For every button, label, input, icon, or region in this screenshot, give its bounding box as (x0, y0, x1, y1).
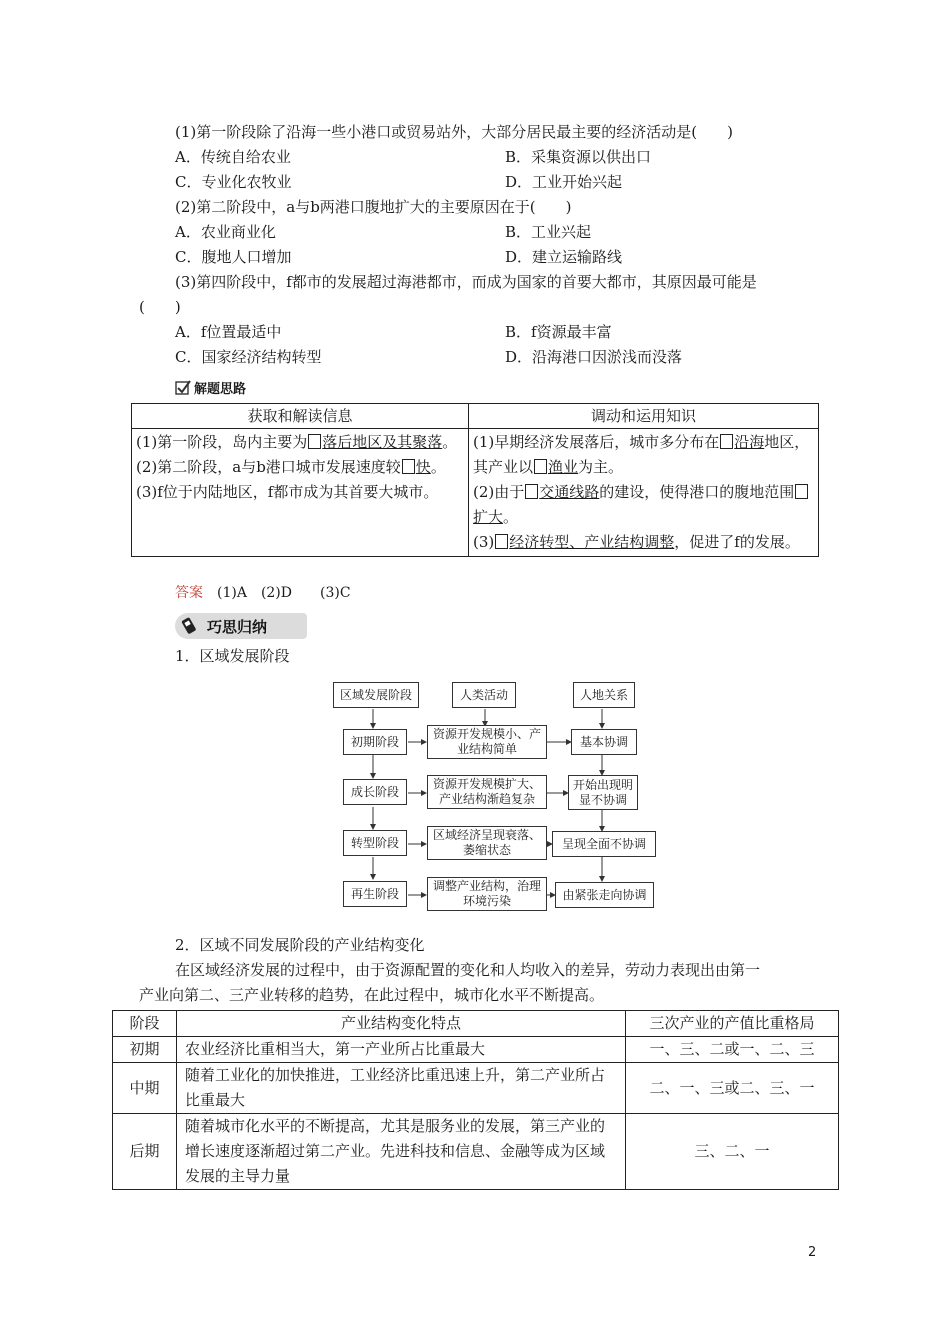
q2-option-b[interactable]: B．工业兴起 (505, 223, 592, 241)
flow-relation-4: 由紧张走向协调 (555, 882, 654, 908)
page-number: 2 (808, 1245, 817, 1260)
q3-option-b[interactable]: B．f资源最丰富 (505, 323, 612, 341)
blank-box-icon (308, 434, 321, 449)
q1-stem: (1)第一阶段除了沿海一些小港口或贸易站外，大部分居民最主要的经济活动是( ) (175, 123, 733, 141)
row-pattern: 二、一、三或二、三、一 (626, 1063, 839, 1114)
col-header-features: 产业结构变化特点 (177, 1011, 626, 1037)
section-2-title: 2．区域不同发展阶段的产业结构变化 (175, 936, 425, 954)
q2-stem: (2)第二阶段中，a与b两港口腹地扩大的主要原因在于( ) (175, 198, 572, 216)
info-header-left: 获取和解读信息 (132, 404, 469, 429)
blank-box-icon (534, 459, 547, 474)
flow-activity-4: 调整产业结构，治理环境污染 (427, 877, 547, 911)
blank-box-icon (525, 484, 538, 499)
industry-structure-table (112, 1010, 839, 1190)
paragraph-line-1: 在区域经济发展的过程中，由于资源配置的变化和人均收入的差异，劳动力表现出由第一 (175, 961, 761, 979)
summary-banner: 巧思归纳 (175, 613, 307, 639)
q2-option-c[interactable]: C．腹地人口增加 (175, 248, 292, 266)
flow-stage-1: 初期阶段 (343, 729, 407, 755)
blank-box-icon (720, 434, 733, 449)
col-header-pattern: 三次产业的产值比重格局 (626, 1011, 839, 1037)
q3-option-a[interactable]: A．f位置最适中 (175, 323, 282, 341)
table-row (113, 1063, 839, 1114)
checkbox-icon (175, 380, 191, 396)
q1-option-c[interactable]: C．专业化农牧业 (175, 173, 292, 191)
row-pattern: 三、二、一 (626, 1114, 839, 1190)
q3-option-c[interactable]: C．国家经济结构转型 (175, 348, 322, 366)
blank-box-icon (795, 484, 808, 499)
flow-relation-1: 基本协调 (571, 729, 637, 755)
q3-option-d[interactable]: D．沿海港口因淤浅而没落 (505, 348, 683, 366)
q3-stem: (3)第四阶段中，f都市的发展超过海港都市，而成为国家的首要大都市，其原因最可能是 (175, 273, 757, 291)
blank-box-icon (495, 534, 508, 549)
info-header-right: 调动和运用知识 (469, 404, 819, 429)
flow-activity-1: 资源开发规模小、产业结构简单 (427, 725, 547, 759)
col-header-stage: 阶段 (113, 1011, 177, 1037)
q1-option-a[interactable]: A．传统自给农业 (175, 148, 291, 166)
q3-stem-blank: ( ) (139, 298, 181, 316)
row-desc: 农业经济比重相当大，第一产业所占比重最大 (177, 1037, 626, 1063)
row-stage: 初期 (113, 1037, 177, 1063)
section-1-title: 1．区域发展阶段 (175, 647, 290, 665)
answer-line: 答案 (1)A (2)D (3)C (175, 585, 351, 601)
q2-option-a[interactable]: A．农业商业化 (175, 223, 276, 241)
flow-stage-2: 成长阶段 (343, 779, 407, 805)
pen-icon (179, 615, 201, 637)
flow-relation-2: 开始出现明显不协调 (568, 775, 638, 810)
blank-box-icon (402, 459, 415, 474)
flow-stage-4: 再生阶段 (343, 881, 407, 907)
solution-idea-label: 解题思路 (175, 378, 246, 397)
table-row (113, 1037, 839, 1063)
flow-activity-3: 区域经济呈现衰落、萎缩状态 (427, 826, 547, 860)
table-row (113, 1114, 839, 1190)
info-table (131, 403, 819, 557)
flow-activity-2: 资源开发规模扩大、产业结构渐趋复杂 (427, 775, 547, 809)
flow-stage-3: 转型阶段 (343, 830, 407, 856)
row-stage: 中期 (113, 1063, 177, 1114)
q1-option-d[interactable]: D．工业开始兴起 (505, 173, 623, 191)
flow-header-activity: 人类活动 (452, 682, 516, 708)
info-left-cell: (1)第一阶段，岛内主要为 落后地区及其聚落。 (2)第二阶段，a与b港口城市发展速度较 快。 (3)f位于内陆地区，f都市成为其首要大城市。 (132, 429, 469, 557)
q1-option-b[interactable]: B．采集资源以供出口 (505, 148, 652, 166)
flow-header-stage: 区域发展阶段 (333, 682, 419, 708)
row-desc: 随着工业化的加快推进，工业经济比重迅速上升，第二产业所占比重最大 (177, 1063, 626, 1114)
paragraph-line-2: 产业向第二、三产业转移的趋势，在此过程中，城市化水平不断提高。 (139, 986, 605, 1004)
row-pattern: 一、三、二或一、二、三 (626, 1037, 839, 1063)
row-desc: 随着城市化水平的不断提高，尤其是服务业的发展，第三产业的增长速度逐渐超过第二产业。先进科技和信息、金融等成为区域发展的主导力量 (177, 1114, 626, 1190)
flow-header-relation: 人地关系 (573, 682, 635, 708)
info-right-cell: (1)早期经济发展落后，城市多分布在 沿海地区，其产业以 渔业为主。 (2)由于 交通线路的建设，使得港口的腹地范围扩大。 (3) 经济转型、产业结构调整，促进了f的发展。 (469, 429, 819, 557)
row-stage: 后期 (113, 1114, 177, 1190)
flow-relation-3: 呈现全面不协调 (552, 831, 656, 857)
q2-option-d[interactable]: D．建立运输路线 (505, 248, 623, 266)
